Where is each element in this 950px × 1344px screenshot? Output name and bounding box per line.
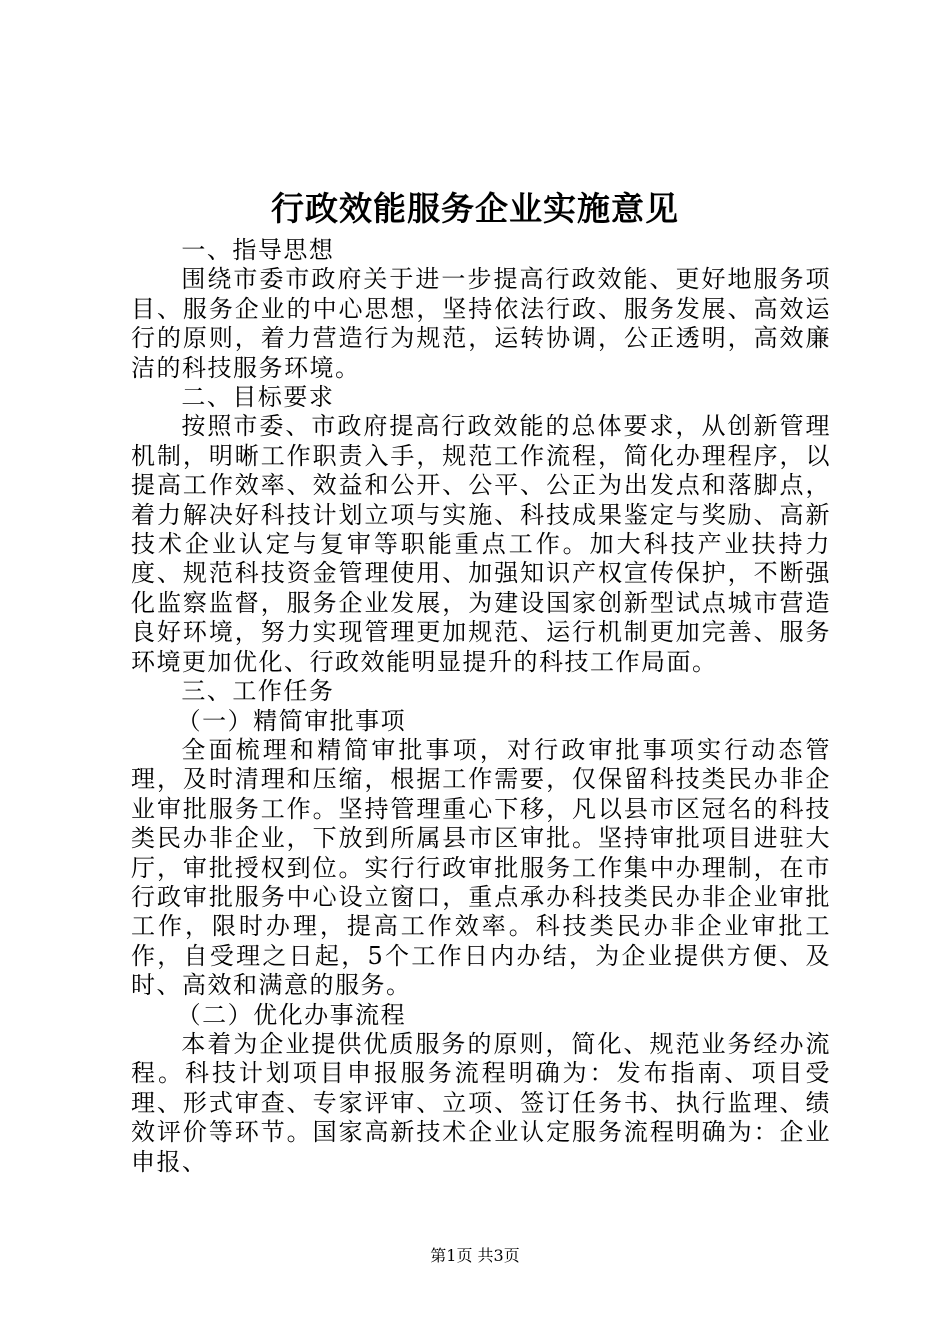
paragraph: 按照市委、市政府提高行政效能的总体要求，从创新管理机制，明晰工作职责入手，规范工作流程，简化办理程序，以提高工作效率、效益和公开、公平、公正为出发点和落脚点，着力解决好科技计划立项与实施、科技成果鉴定与奖励、高新技术企业认定与复审等职能重点工作。加大科技产业扶持力度、规范科技资金管理使用、加强知识产权宣传保护，不断强化监察监督，服务企业发展，为建设国家创新型试点城市营造良好环境，努力实现管理更加规范、运行机制更加完善、服务环境更加优化、行政效能明显提升的科技工作局面。 bbox=[131, 412, 831, 676]
document-body bbox=[131, 236, 831, 1177]
document-title: 行政效能服务企业实施意见 bbox=[271, 189, 679, 228]
paragraph: 本着为企业提供优质服务的原则，简化、规范业务经办流程。科技计划项目申报服务流程明确为：发布指南、项目受理、形式审查、专家评审、立项、签订任务书、执行监理、绩效评价等环节。国家高新技术企业认定服务流程明确为：企业申报、 bbox=[131, 1029, 831, 1176]
section-heading-guiding-ideology: 一、指导思想 bbox=[181, 236, 335, 264]
subsection-heading-optimize-process: （二）优化办事流程 bbox=[176, 1000, 407, 1029]
subsection-heading-streamline-approval: （一）精简审批事项 bbox=[176, 706, 407, 735]
section-heading-objectives: 二、目标要求 bbox=[181, 383, 335, 412]
paragraph: 全面梳理和精简审批事项，对行政审批事项实行动态管理，及时清理和压缩，根据工作需要，仅保留科技类民办非企业审批服务工作。坚持管理重心下移，凡以县市区冠名的科技类民办非企业，下放到所属县市区审批。坚持审批项目进驻大厅，审批授权到位。实行行政审批服务工作集中办理制，在市行政审批服务中心设立窗口，重点承办科技类民办非企业审批工作，限时办理，提高工作效率。科技类民办非企业审批工作，自受理之日起，5个工作日内办结，为企业提供方便、及时、高效和满意的服务。 bbox=[131, 735, 831, 1000]
page-number-footer: 第1页 共3页 bbox=[430, 1246, 520, 1265]
section-heading-tasks: 三、工作任务 bbox=[181, 677, 335, 706]
paragraph: 围绕市委市政府关于进一步提高行政效能、更好地服务项目、服务企业的中心思想，坚持依法行政、服务发展、高效运行的原则，着力营造行为规范，运转协调，公正透明，高效廉洁的科技服务环境。 bbox=[131, 265, 831, 382]
